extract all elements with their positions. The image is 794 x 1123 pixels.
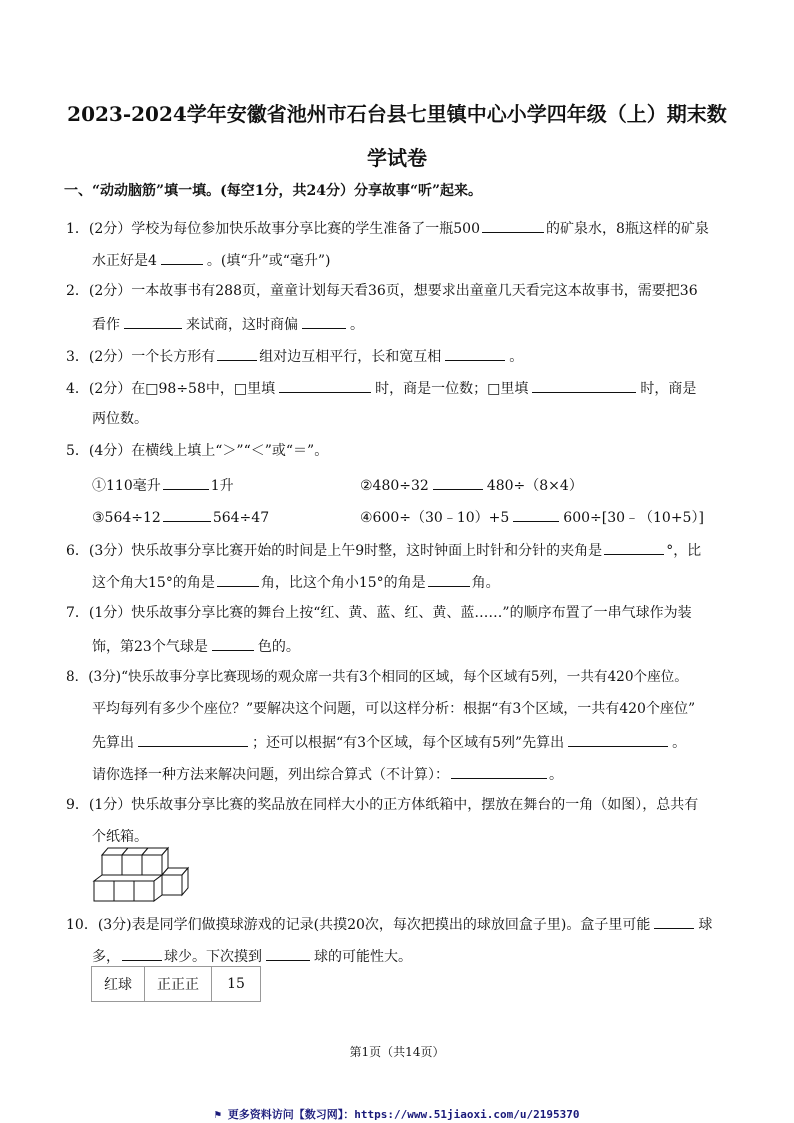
- answer-blank[interactable]: [451, 764, 547, 779]
- question-3: 3．(2分）一个长方形有 组对边互相平行，长和宽互相 。: [66, 346, 523, 366]
- question-5: 5．(4分）在横线上填上“＞”“＜”或“＝”。: [66, 443, 329, 459]
- table-row: [92, 967, 261, 1002]
- section-heading: 一、“动动脑筋”填一填。(每空1分，共24分）分享故事“听”起来。: [64, 183, 483, 199]
- question-6-line2: 这个角大15°的角是 角，比这个角小15°的角是 角。: [92, 572, 500, 592]
- answer-blank[interactable]: [568, 732, 668, 747]
- question-8-line2: 平均每列有多少个座位？”要解决这个问题，可以这样分析：根据“有3个区域，一共有420个座位”: [92, 701, 696, 717]
- page-title-line1: 2023-2024学年安徽省池州市石台县七里镇中心小学四年级（上）期末数: [67, 102, 727, 126]
- answer-blank[interactable]: [279, 378, 371, 393]
- question-6-line1: 6．(3分）快乐故事分享比赛开始的时间是上午9时整，这时钟面上时针和分针的夹角是 °，比: [66, 540, 701, 560]
- answer-blank[interactable]: [302, 314, 346, 329]
- answer-blank[interactable]: [161, 250, 203, 265]
- answer-blank[interactable]: [217, 346, 257, 361]
- question-4-line2: 两位数。: [92, 411, 148, 427]
- question-5-row2: ③564÷12 564÷47 ④600÷（30﹣10）+5 600÷[30﹣（10+5）]: [92, 507, 732, 525]
- page-number: 第1页（共14页）: [349, 1045, 445, 1059]
- answer-blank[interactable]: [124, 314, 182, 329]
- answer-blank[interactable]: [122, 946, 162, 961]
- question-8-line1: 8．(3分)“快乐故事分享比赛现场的观众席一共有3个相同的区域，每个区域有5列，一共有420个座位。: [66, 669, 688, 685]
- question-1-line2: 水正好是4 。(填“升”或“毫升”): [92, 250, 330, 270]
- tally-table: [91, 966, 261, 1002]
- question-9-line1: 9．(1分）快乐故事分享比赛的奖品放在同样大小的正方体纸箱中，摆放在舞台的一角（如图），总共有: [66, 797, 699, 813]
- question-4-line1: 4．(2分）在□98÷58中，□里填 时，商是一位数；□里填 时，商是: [66, 378, 696, 398]
- answer-blank[interactable]: [428, 572, 470, 587]
- question-10-line1: 10．(3分)表是同学们做摸球游戏的记录(共摸20次，每次把摸出的球放回盒子里)。盒子里可能 球: [66, 914, 712, 934]
- table-cell: 红球: [92, 967, 145, 1002]
- page-title-line2: 学试卷: [367, 146, 427, 170]
- answer-blank[interactable]: [604, 540, 664, 555]
- answer-blank[interactable]: [445, 346, 505, 361]
- table-cell: 正正正: [145, 967, 212, 1002]
- question-7-line1: 7．(1分）快乐故事分享比赛的舞台上按“红、黄、蓝、红、黄、蓝……”的顺序布置了一串气球作为装: [66, 605, 692, 621]
- answer-blank[interactable]: [217, 572, 259, 587]
- answer-blank[interactable]: [266, 946, 310, 961]
- question-1-line1: 1．(2分）学校为每位参加快乐故事分享比赛的学生准备了一瓶500 的矿泉水，8瓶这样的矿泉: [66, 218, 709, 238]
- answer-blank[interactable]: [163, 475, 209, 490]
- question-8-line3: 先算出 ；还可以根据“有3个区域，每个区域有5列”先算出 。: [92, 732, 686, 752]
- question-9-line2: 个纸箱。: [92, 829, 148, 845]
- promo-link[interactable]: ⚑ 更多资料访问【数习网】：https://www.51jiaoxi.com/u/2195370: [214, 1108, 580, 1121]
- answer-blank[interactable]: [482, 218, 544, 233]
- answer-blank[interactable]: [513, 507, 559, 522]
- question-10-line2: 多， 球少。下次摸到 球的可能性大。: [92, 946, 412, 966]
- answer-blank[interactable]: [654, 914, 694, 929]
- answer-blank[interactable]: [163, 507, 211, 522]
- answer-blank[interactable]: [138, 732, 248, 747]
- table-cell: 15: [212, 967, 261, 1002]
- answer-blank[interactable]: [433, 475, 483, 490]
- question-8-line4: 请你选择一种方法来解决问题，列出综合算式（不计算）： 。: [92, 764, 563, 784]
- question-5-row1: ①110毫升 1升 ②480÷32 480÷（8×4）: [92, 475, 732, 493]
- answer-blank[interactable]: [532, 378, 636, 393]
- answer-blank[interactable]: [212, 636, 254, 651]
- question-7-line2: 饰，第23个气球是 色的。: [92, 636, 300, 656]
- question-2-line1: 2．(2分）一本故事书有288页，童童计划每天看36页，想要求出童童几天看完这本故事书，需要把36: [66, 283, 698, 299]
- stacked-boxes-figure: [92, 843, 196, 903]
- question-2-line2: 看作 来试商，这时商偏 。: [92, 314, 364, 334]
